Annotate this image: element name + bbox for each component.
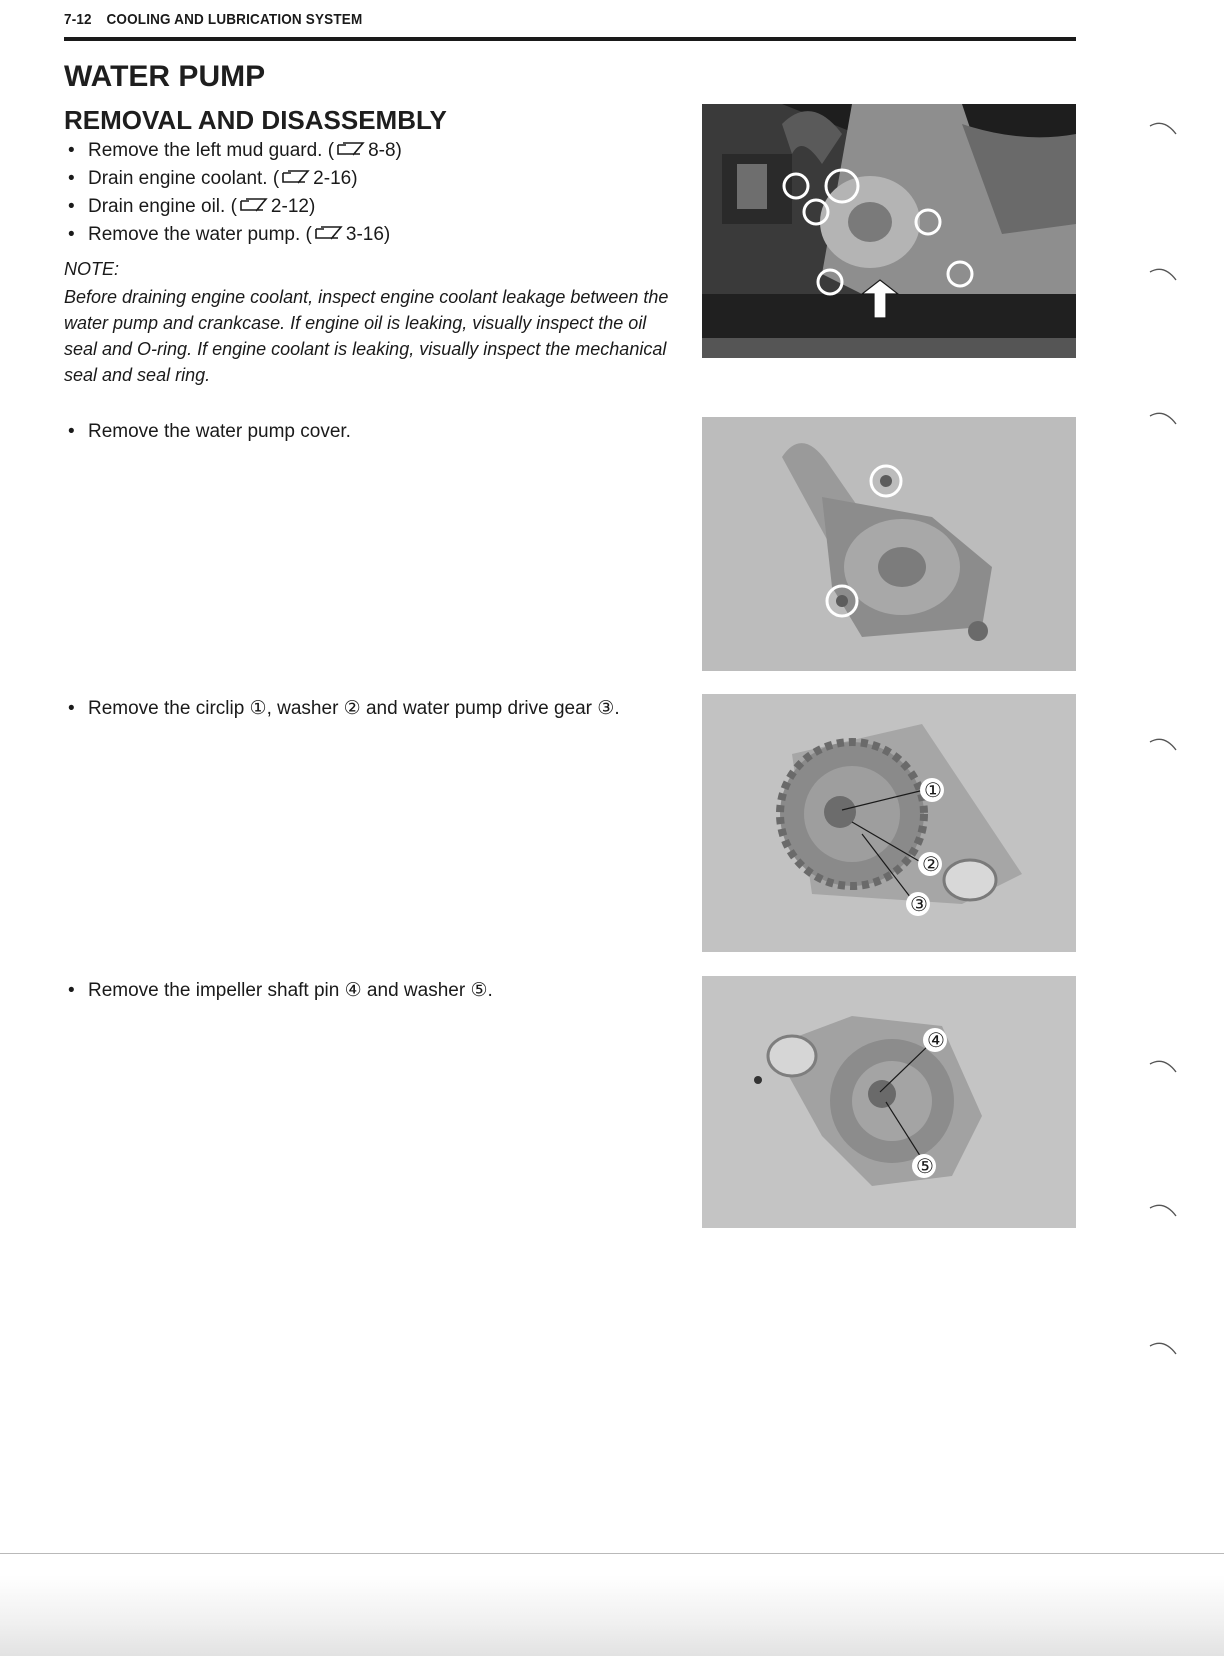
footer-rule <box>0 1553 1224 1554</box>
step-remove-circlip <box>64 694 684 724</box>
prep-steps-list <box>64 137 402 249</box>
binder-mark <box>1148 736 1188 756</box>
photo-engine-water-pump <box>702 104 1076 358</box>
callout-1: ① <box>924 778 942 802</box>
scan-shadow <box>0 1575 1224 1656</box>
binder-mark <box>1148 1202 1188 1222</box>
header-rule <box>64 37 1076 41</box>
page-title: WATER PUMP <box>64 60 266 93</box>
list-item: • Remove the water pump. ( 3-16) <box>64 221 402 249</box>
binder-mark <box>1148 120 1188 140</box>
callout-5: ⑤ <box>916 1154 934 1178</box>
book-reference-icon <box>239 196 269 212</box>
list-item: • Remove the impeller shaft pin ④ and washer ⑤. <box>64 976 684 1006</box>
step-remove-cover <box>64 417 684 447</box>
section-title: COOLING AND LUBRICATION SYSTEM <box>106 11 363 28</box>
binder-mark <box>1148 266 1188 286</box>
photo-water-pump-cover <box>702 417 1076 671</box>
photo-impeller-shaft <box>702 976 1076 1228</box>
binder-mark <box>1148 1340 1188 1360</box>
callout-2: ② <box>922 852 940 876</box>
page-number: 7-12 <box>64 11 92 28</box>
page-header <box>64 11 362 28</box>
list-item: • Drain engine coolant. ( 2-16) <box>64 165 402 193</box>
step-remove-pin <box>64 976 684 1006</box>
book-reference-icon <box>336 140 366 156</box>
photo-drive-gear <box>702 694 1076 952</box>
page-subtitle: REMOVAL AND DISASSEMBLY <box>64 105 447 135</box>
note-label: NOTE: <box>64 259 120 279</box>
binder-mark <box>1148 410 1188 430</box>
binder-mark <box>1148 1058 1188 1078</box>
callout-3: ③ <box>910 892 928 916</box>
list-item: • Remove the circlip ①, washer ② and water pump drive gear ③. <box>64 694 684 724</box>
callout-4: ④ <box>927 1028 945 1052</box>
book-reference-icon <box>314 224 344 240</box>
list-item: • Drain engine oil. ( 2-12) <box>64 193 402 221</box>
note-text: Before draining engine coolant, inspect engine coolant leakage between the water pump and crankcase. If engine oil is leaking, visually inspect the oil seal and O-ring. If engine coolant is leaking, visually inspect the mechanical seal and seal ring. <box>64 287 669 385</box>
book-reference-icon <box>281 168 311 184</box>
list-item: • Remove the left mud guard. ( 8-8) <box>64 137 402 165</box>
list-item: • Remove the water pump cover. <box>64 417 684 447</box>
